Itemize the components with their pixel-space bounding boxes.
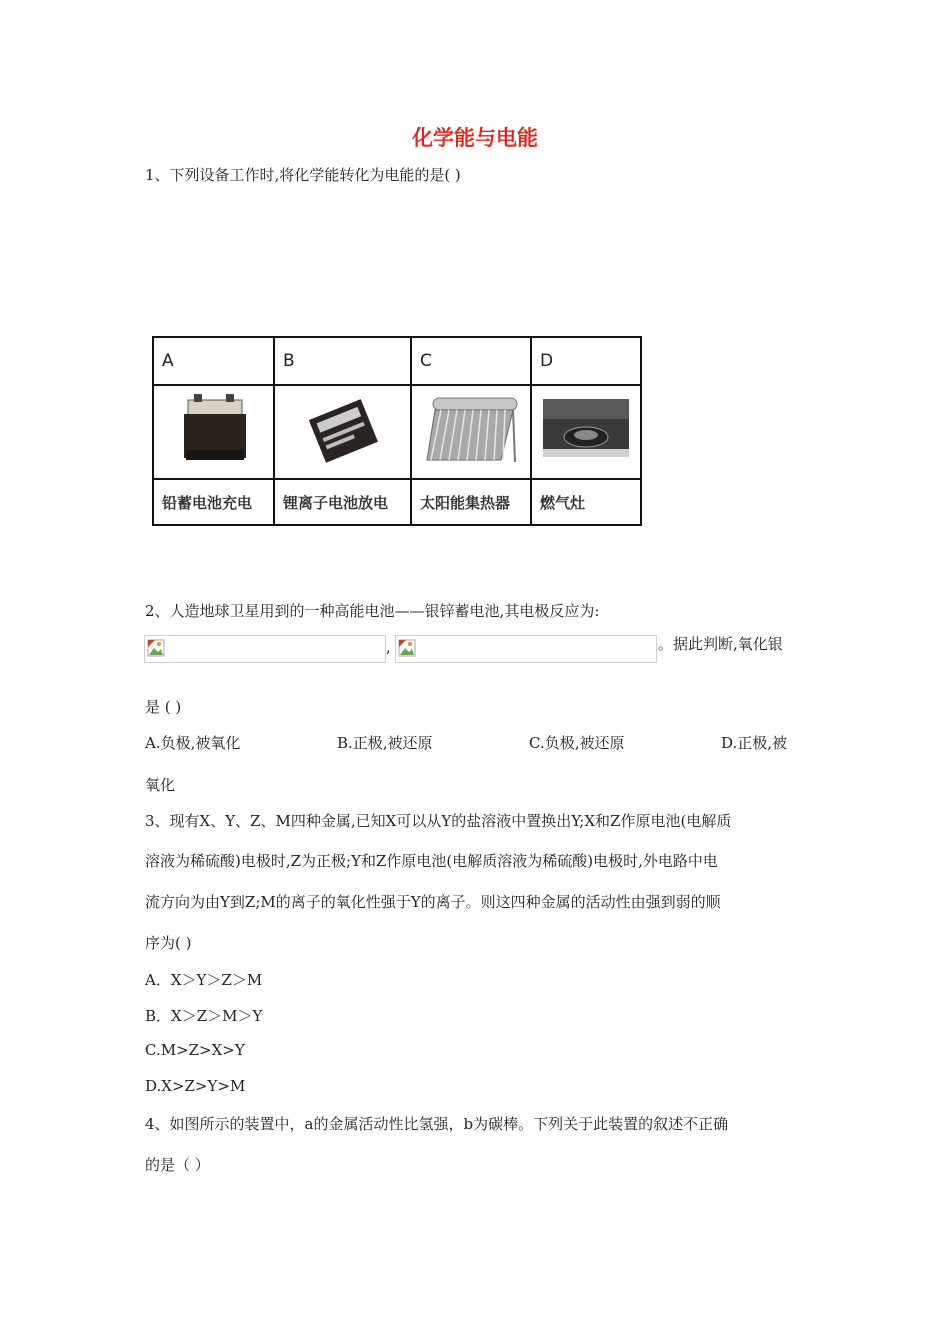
- q2-option-a: A.负极,被氧化: [145, 734, 241, 752]
- caption-c: 太阳能集热器: [411, 479, 531, 525]
- q3-option-d: D.X>Z>Y>M: [145, 1077, 246, 1095]
- electrode-equation-image-1: [144, 635, 386, 663]
- q4-stem-line-1: 4、如图所示的装置中，a的金属活动性比氢强，b为碳棒。下列关于此装置的叙述不正确: [145, 1115, 729, 1133]
- q2-stem-end: 是 ( ): [145, 698, 182, 716]
- caption-b: 锂离子电池放电: [274, 479, 411, 525]
- q2-option-d-wrap: 氧化: [145, 776, 176, 794]
- q4-stem-line-2: 的是（ ）: [145, 1156, 210, 1174]
- q1-device-table: [152, 336, 642, 526]
- q3-stem-line-1: 3、现有X、Y、Z、M四种金属,已知X可以从Y的盐溶液中置换出Y;X和Z作原电池(电解质: [145, 812, 732, 830]
- broken-image-icon: [398, 639, 416, 657]
- q2-option-b: B.正极,被还原: [337, 734, 433, 752]
- q1-stem: 1、下列设备工作时,将化学能转化为电能的是( ): [145, 166, 461, 184]
- q2-option-d: D.正极,被: [721, 734, 788, 752]
- q2-stem: 2、人造地球卫星用到的一种高能电池——银锌蓄电池,其电极反应为:: [145, 602, 600, 620]
- q3-option-c: C.M>Z>X>Y: [145, 1041, 245, 1059]
- caption-d: 燃气灶: [531, 479, 641, 525]
- q3-stem-line-3: 流方向为由Y到Z;M的离子的氧化性强于Y的离子。则这四种金属的活动性由强到弱的顺: [145, 893, 721, 911]
- gas-stove-image: [531, 385, 641, 479]
- lithium-ion-battery-image: [274, 385, 411, 479]
- header-b: B: [274, 337, 411, 385]
- header-a: A: [153, 337, 274, 385]
- q2-stem-continuation: 。据此判断,氧化银: [658, 635, 783, 653]
- equation-separator: ,: [386, 638, 391, 656]
- q3-option-a: A．X＞Y＞Z＞M: [145, 971, 263, 989]
- q3-stem-line-2: 溶液为稀硫酸)电极时,Z为正极;Y和Z作原电池(电解质溶液为稀硫酸)电极时,外电路中电: [145, 852, 718, 870]
- q3-stem-line-4: 序为( ): [145, 934, 192, 952]
- page-title: 化学能与电能: [412, 126, 538, 150]
- header-c: C: [411, 337, 531, 385]
- lead-acid-battery-image: [153, 385, 274, 479]
- electrode-equation-image-2: [395, 635, 657, 663]
- caption-a: 铅蓄电池充电: [153, 479, 274, 525]
- header-d: D: [531, 337, 641, 385]
- solar-water-heater-image: [411, 385, 531, 479]
- q3-option-b: B．X＞Z＞M＞Y: [145, 1007, 263, 1025]
- q2-option-c: C.负极,被还原: [529, 734, 625, 752]
- broken-image-icon: [147, 639, 165, 657]
